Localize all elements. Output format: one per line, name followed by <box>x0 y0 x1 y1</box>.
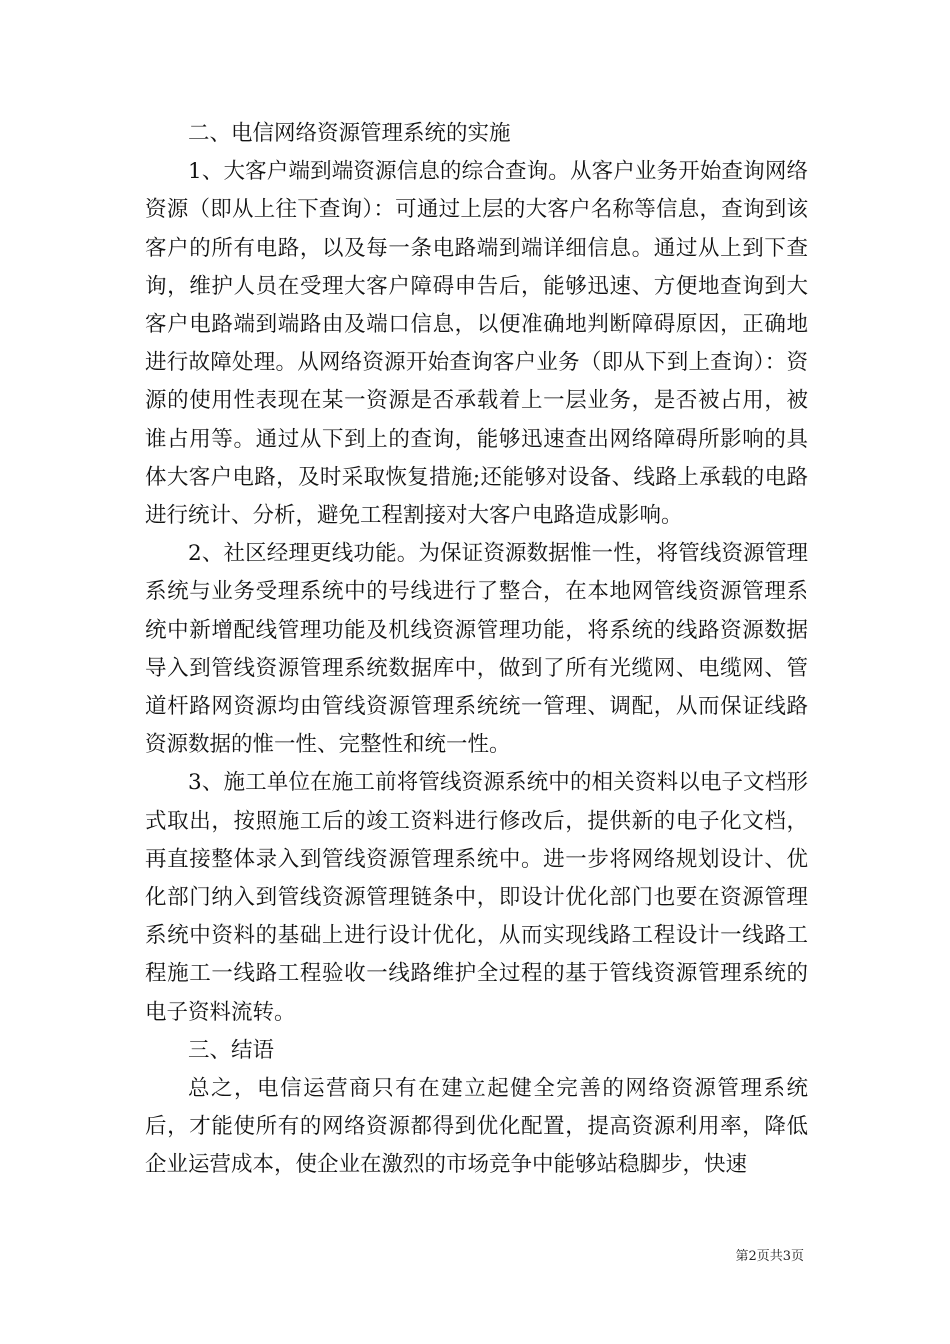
paragraph-conclusion: 总之，电信运营商只有在建立起健全完善的网络资源管理系统后，才能使所有的网络资源都得到优化配置，提高资源利用率，降低企业运营成本，使企业在激烈的市场竞争中能够站稳脚步，快速 <box>145 1076 808 1178</box>
document-body <box>145 115 808 1185</box>
paragraph-construction-data-flow: 3、施工单位在施工前将管线资源系统中的相关资料以电子文档形式取出，按照施工后的竣工资料进行修改后，提供新的电子化文档，再直接整体录入到管线资源管理系统中。进一步将网络规划设计、优化部门纳入到管线资源管理链条中，即设计优化部门也要在资源管理系统中资料的基础上进行设计优化，从而实现线路工程设计一线路工程施工一线路工程验收一线路维护全过程的基于管线资源管理系统的电子资料流转。 <box>145 770 808 1025</box>
section-heading-conclusion: 三、结语 <box>188 1037 275 1063</box>
page-number-footer: 第2页共3页 <box>735 1249 804 1264</box>
paragraph-community-manager: 2、社区经理更线功能。为保证资源数据惟一性，将管线资源管理系统与业务受理系统中的号线进行了整合，在本地网管线资源管理系统中新增配线管理功能及机线资源管理功能，将系统的线路资源数据导入到管线资源管理系统数据库中，做到了所有光缆网、电缆网、管道杆路网资源均由管线资源管理系统统一管理、调配，从而保证线路资源数据的惟一性、完整性和统一性。 <box>145 541 808 758</box>
paragraph-end-to-end-query: 1、大客户端到端资源信息的综合查询。从客户业务开始查询网络资源（即从上往下查询）：可通过上层的大客户名称等信息，查询到该客户的所有电路，以及每一条电路端到端详细信息。通过从上到下查询，维护人员在受理大客户障碍申告后，能够迅速、方便地查询到大客户电路端到端路由及端口信息，以便准确地判断障碍原因，正确地进行故障处理。从网络资源开始查询客户业务（即从下到上查询）：资源的使用性表现在某一资源是否承载着上一层业务，是否被占用，被谁占用等。通过从下到上的查询，能够迅速查出网络障碍所影响的具体大客户电路，及时采取恢复措施;还能够对设备、线路上承载的电路进行统计、分析，避免工程割接对大客户电路造成影响。 <box>145 159 808 529</box>
section-heading-implementation: 二、电信网络资源管理系统的实施 <box>188 121 511 146</box>
